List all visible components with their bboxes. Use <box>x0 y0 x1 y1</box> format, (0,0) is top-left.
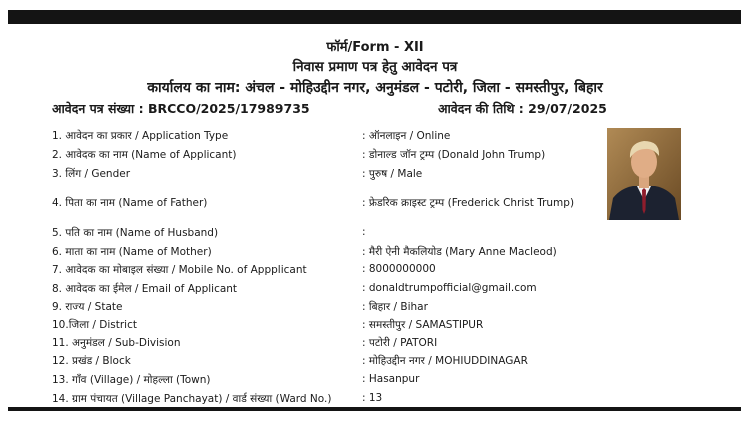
field-label: 7. आवेदक का मोबाइल संख्या / Mobile No. of Appplicant <box>52 264 307 276</box>
field-label: 11. अनुमंडल / Sub-Division <box>52 337 181 349</box>
field-label: 12. प्रखंड / Block <box>52 355 131 367</box>
field-value: : डोनाल्ड जॉन ट्रम्प (Donald John Trump) <box>362 149 546 161</box>
field-value: : पटोरी / PATORI <box>362 337 438 349</box>
field-label: 6. माता का नाम (Name of Mother) <box>52 246 212 258</box>
field-value: : 13 <box>362 392 383 404</box>
field-value: : समस्तीपुर / SAMASTIPUR <box>362 319 484 331</box>
field-row-mobile <box>0 263 750 279</box>
field-label: 1. आवेदन का प्रकार / Application Type <box>52 130 229 142</box>
application-date: आवेदन की तिथि : 29/07/2025 <box>438 101 607 116</box>
office-name: कार्यालय का नाम: अंचल - मोहिउद्दीन नगर, अनुमंडल - पटोरी, जिला - समस्तीपुर, बिहार <box>147 80 603 96</box>
field-row-husband-name <box>0 226 750 242</box>
field-label: 5. पति का नाम (Name of Husband) <box>52 227 219 239</box>
field-label: 3. लिंग / Gender <box>52 168 131 180</box>
form-subtitle: निवास प्रमाण पत्र हेतु आवेदन पत्र <box>292 59 458 75</box>
field-row-village <box>0 373 750 389</box>
field-label: 13. गाँव (Village) / मोहल्ला (Town) <box>52 374 211 386</box>
field-row-block <box>0 354 750 370</box>
field-label: 2. आवेदक का नाम (Name of Applicant) <box>52 149 237 161</box>
applicant-photo <box>607 128 681 220</box>
field-value: : <box>362 226 366 238</box>
applicant-portrait-icon <box>607 128 681 220</box>
field-value: : फ्रेडरिक क्राइस्ट ट्रम्प (Frederick Christ Trump) <box>362 197 575 209</box>
field-value: : बिहार / Bihar <box>362 301 428 313</box>
field-value: : पुरुष / Male <box>362 168 423 180</box>
bottom-border-bar <box>8 407 741 411</box>
field-row-email <box>0 282 750 298</box>
field-row-district <box>0 318 750 334</box>
field-row-sub-division <box>0 336 750 352</box>
field-value: : donaldtrumpofficial@gmail.com <box>362 282 537 294</box>
field-label: 4. पिता का नाम (Name of Father) <box>52 197 208 209</box>
top-border-bar <box>8 10 741 24</box>
field-row-state <box>0 300 750 316</box>
field-value: : 8000000000 <box>362 263 436 275</box>
field-row-ward <box>0 392 750 408</box>
field-label: 10.जिला / District <box>52 319 137 331</box>
field-value: : मैरी ऐनी मैकलियोड (Mary Anne Macleod) <box>362 246 557 258</box>
field-value: : ऑनलाइन / Online <box>362 130 451 142</box>
form-title: फॉर्म/Form - XII <box>326 40 424 55</box>
field-label: 14. ग्राम पंचायत (Village Panchayat) / वार्ड संख्या (Ward No.) <box>52 393 332 405</box>
field-value: : Hasanpur <box>362 373 420 385</box>
field-label: 9. राज्य / State <box>52 301 123 313</box>
application-number: आवेदन पत्र संख्या : BRCCO/2025/17989735 <box>52 101 310 116</box>
field-label: 8. आवेदक का ईमेल / Email of Applicant <box>52 283 238 295</box>
field-value: : मोहिउद्दीन नगर / MOHIUDDINAGAR <box>362 355 528 367</box>
field-row-mother-name <box>0 245 750 261</box>
